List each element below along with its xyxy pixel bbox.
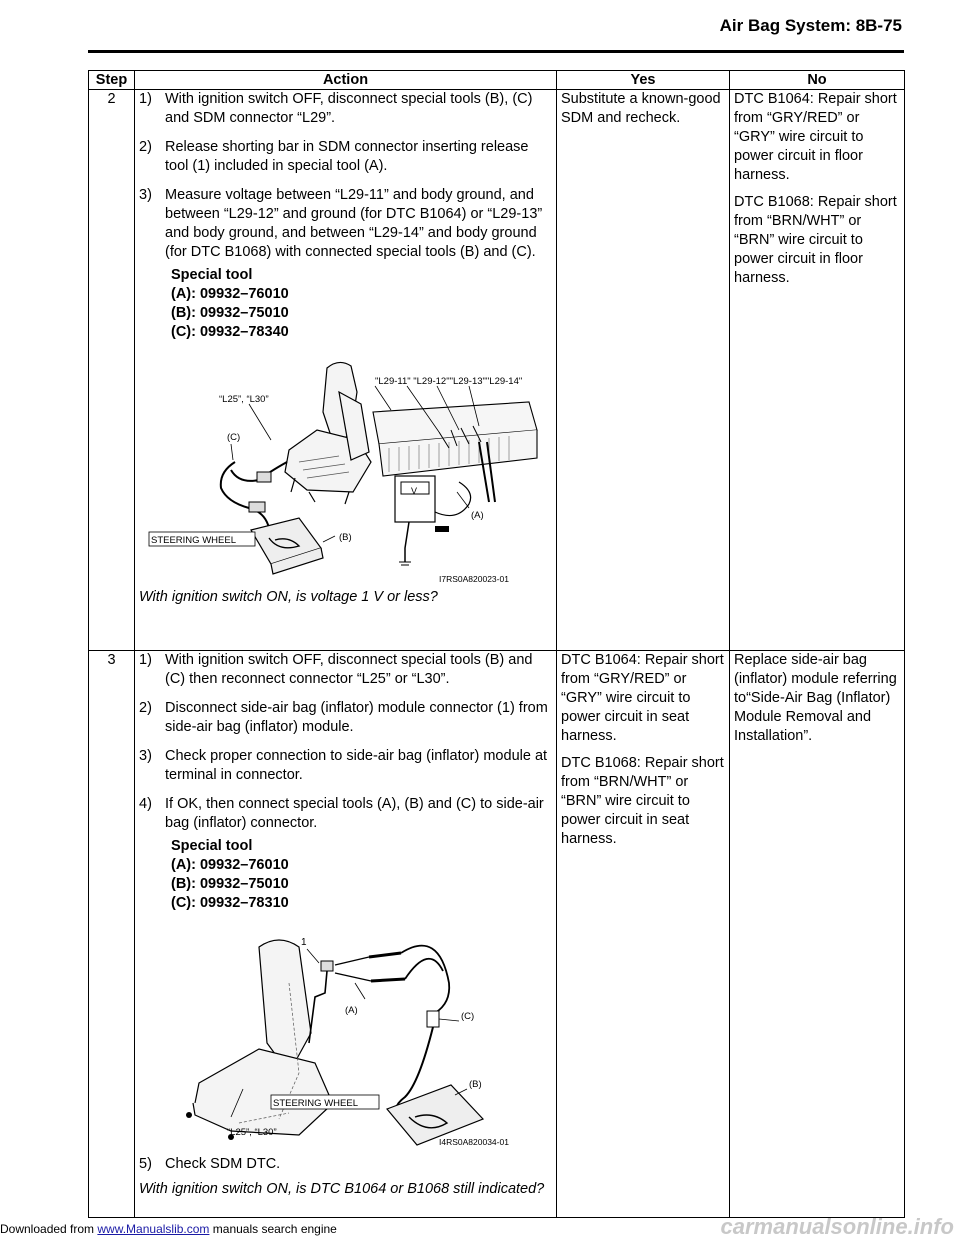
no-text: DTC B1068: Repair short from “BRN/WHT” or “BRN” wire circuit to power circuit in floor harness. <box>734 194 897 286</box>
tool-c-label: (C) <box>461 1011 475 1022</box>
tool-a-label: (A) <box>471 510 484 521</box>
action-number: 2) <box>139 139 152 155</box>
table-row <box>89 90 905 651</box>
footer-prefix: Downloaded from <box>0 1222 98 1236</box>
action-list <box>139 651 552 913</box>
seat-connector-illustration <box>139 352 544 584</box>
check-question: With ignition switch ON, is voltage 1 V or less? <box>139 589 438 605</box>
figure-code: I7RS0A820023-01 <box>439 574 509 584</box>
action-list <box>139 90 552 342</box>
no-text: DTC B1064: Repair short from “GRY/RED” or “GRY” wire circuit to power circuit in floor harness. <box>734 91 897 183</box>
special-tool-item: (C): 09932–78340 <box>171 324 289 340</box>
special-tool-item: (B): 09932–75010 <box>171 876 289 892</box>
connector-terminal-labels: "L29-11" "L29-12""L29-13""L29-14" <box>375 376 523 387</box>
action-number: 5) <box>139 1156 152 1172</box>
action-text: Measure voltage between “L29-11” and body ground, and between “L29-12” and ground (for DTC B1064) or “L29-13” and body ground, and between “L29-14” and body ground (for DTC B1068) with connected special tools (B) and (C). <box>165 187 543 260</box>
action-text: With ignition switch OFF, disconnect special tools (B), (C) and SDM connector “L29”. <box>165 91 533 126</box>
action-item <box>139 186 552 342</box>
yes-cell <box>557 651 730 1218</box>
tool-c-label: (C) <box>227 432 241 443</box>
action-text: Disconnect side-air bag (inflator) module connector (1) from side-air bag (inflator) module. <box>165 700 548 735</box>
action-text: Check SDM DTC. <box>165 1156 281 1172</box>
action-number: 3) <box>139 187 152 203</box>
action-item <box>139 1155 552 1174</box>
special-tool-item: (C): 09932–78310 <box>171 895 289 911</box>
seat-tools-illustration <box>139 923 544 1151</box>
tool-a-label: (A) <box>345 1005 358 1016</box>
action-text: With ignition switch OFF, disconnect special tools (B) and (C) then reconnect connector “L25” or “L30”. <box>165 652 533 687</box>
footer-suffix: manuals search engine <box>209 1222 337 1236</box>
special-tool-heading: Special tool <box>171 267 253 283</box>
special-tool-heading: Special tool <box>171 838 253 854</box>
page-title: Air Bag System: 8B-75 <box>719 16 902 35</box>
tool-b-label: (B) <box>339 532 352 543</box>
action-item <box>139 747 552 785</box>
check-question: With ignition switch ON, is DTC B1064 or B1068 still indicated? <box>139 1181 545 1197</box>
action-item <box>139 651 552 689</box>
manualslib-link[interactable]: www.Manualslib.com <box>97 1222 210 1236</box>
table-header-row <box>89 71 905 90</box>
special-tool-item: (B): 09932–75010 <box>171 305 289 321</box>
action-item <box>139 699 552 737</box>
action-cell <box>135 651 557 1218</box>
no-cell <box>730 651 905 1218</box>
action-text: Release shorting bar in SDM connector inserting release tool (1) included in special tool (A). <box>165 139 529 174</box>
steering-wheel-label: STEERING WHEEL <box>151 535 236 546</box>
action-text: If OK, then connect special tools (A), (B) and (C) to side-air bag (inflator) connector. <box>165 796 544 831</box>
connector-name-label: “L25”, “L30” <box>227 1127 277 1138</box>
yes-text: DTC B1064: Repair short from “GRY/RED” or “GRY” wire circuit to power circuit in seat harness. <box>561 652 724 744</box>
action-cell <box>135 90 557 651</box>
diagnostic-table <box>88 70 905 1218</box>
table-row <box>89 651 905 1218</box>
connector-name-label: “L25”, “L30” <box>219 394 269 405</box>
special-tool-item: (A): 09932–76010 <box>171 857 289 873</box>
yes-cell <box>557 90 730 651</box>
no-text: Replace side-air bag (inflator) module referring to“Side-Air Bag (Inflator) Module Removal and Installation”. <box>734 652 897 744</box>
figure-code: I4RS0A820034-01 <box>439 1137 509 1147</box>
action-number: 1) <box>139 91 152 107</box>
action-number: 3) <box>139 748 152 764</box>
connector-1-label: 1 <box>301 937 307 948</box>
step-number: 2 <box>89 90 135 651</box>
special-tool-list <box>171 837 552 913</box>
special-tool-item: (A): 09932–76010 <box>171 286 289 302</box>
column-header-action: Action <box>135 71 557 90</box>
action-number: 1) <box>139 652 152 668</box>
yes-text: DTC B1068: Repair short from “BRN/WHT” or “BRN” wire circuit to power circuit in seat harness. <box>561 755 724 847</box>
action-number: 4) <box>139 796 152 812</box>
connector-voltage-diagram <box>139 352 552 584</box>
header-rule <box>88 50 904 53</box>
action-item <box>139 138 552 176</box>
inflator-connection-diagram <box>139 923 552 1151</box>
step-number: 3 <box>89 651 135 1218</box>
action-list-final <box>139 1155 552 1174</box>
action-number: 2) <box>139 700 152 716</box>
voltmeter-symbol: V <box>411 486 418 496</box>
download-footer <box>0 1222 337 1236</box>
tool-b-label: (B) <box>469 1079 482 1090</box>
no-cell <box>730 90 905 651</box>
column-header-no: No <box>730 71 905 90</box>
steering-wheel-label: STEERING WHEEL <box>273 1098 358 1109</box>
special-tool-list <box>171 266 552 342</box>
yes-text: Substitute a known-good SDM and recheck. <box>561 91 721 126</box>
action-item <box>139 795 552 913</box>
column-header-yes: Yes <box>557 71 730 90</box>
action-item <box>139 90 552 128</box>
action-text: Check proper connection to side-air bag (inflator) module at terminal in connector. <box>165 748 548 783</box>
watermark: carmanualsonline.info <box>720 1214 954 1239</box>
column-header-step: Step <box>89 71 135 90</box>
